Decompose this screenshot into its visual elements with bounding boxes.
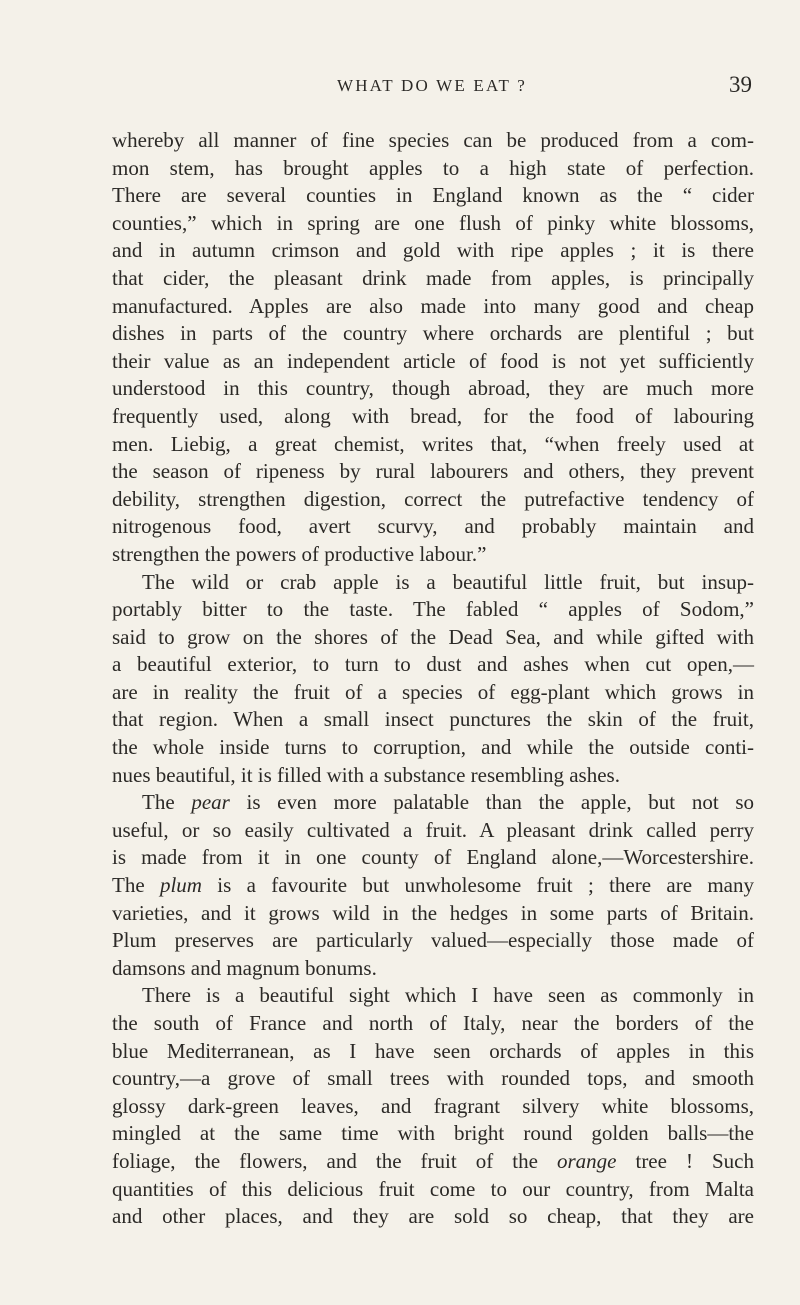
text-line [112,237,754,265]
text-line [112,872,754,900]
text-segment: mon stem, has brought apples to a high state of perfection. [112,155,754,180]
text-line [112,982,754,1010]
text-segment: strengthen the powers of productive labour.” [112,541,487,566]
text-segment: damsons and magnum bonums. [112,955,377,980]
text-segment: varieties, and it grows wild in the hedges in some parts of Britain. [112,900,754,925]
text-line [112,486,754,514]
text-segment: quantities of this delicious fruit come to our country, from Malta [112,1176,754,1201]
text-line [112,734,754,762]
text-line [112,927,754,955]
text-segment: mingled at the same time with bright round golden balls—the [112,1121,754,1146]
text-segment: men. Liebig, a great chemist, writes that, “when freely used at [112,431,754,456]
text-segment: and other places, and they are sold so cheap, that they are [112,1204,754,1229]
text-segment: is even more palatable than the apple, but not so [229,790,754,815]
text-line [112,1065,754,1093]
text-segment: that cider, the pleasant drink made from apples, is principally [112,265,754,290]
text-segment: the season of ripeness by rural labourers and others, they prevent [112,459,754,484]
text-line [112,403,754,431]
text-segment: nitrogenous food, avert scurvy, and probably maintain and [112,514,754,539]
text-segment: their value as an independent article of food is not yet sufficiently [112,348,754,373]
text-line [112,431,754,459]
text-segment: portably bitter to the taste. The fabled “ apples of Sodom,” [112,597,754,622]
text-segment: the south of France and north of Italy, near the borders of the [112,1011,754,1035]
text-segment: are in reality the fruit of a species of egg-plant which grows in [112,679,754,704]
text-line [112,679,754,707]
text-line [112,817,754,845]
text-line [112,1093,754,1121]
text-segment: is made from it in one county of England alone,—Worcestershire. [112,845,754,870]
body-text [112,127,754,1231]
text-segment: The [142,790,192,815]
text-segment: blue Mediterranean, as I have seen orchards of apples in this [112,1038,754,1063]
text-segment: said to grow on the shores of the Dead Sea, and while gifted with [112,624,754,649]
text-segment: the whole inside turns to corruption, and while the outside conti- [112,735,754,760]
text-segment: Plum preserves are particularly valued—especially those made of [112,928,754,953]
text-segment: whereby all manner of fine species can be produced from a com- [112,128,754,152]
text-line [112,210,754,238]
text-line [112,293,754,321]
text-line [112,1148,754,1176]
italic-term: plum [159,873,202,898]
text-line [112,182,754,210]
text-line [112,1203,754,1231]
text-line [112,955,754,983]
text-line [112,1120,754,1148]
text-segment: a beautiful exterior, to turn to dust and ashes when cut open,— [112,652,754,677]
text-segment: is a favourite but unwholesome fruit ; there are many [201,873,754,898]
running-title: WHAT DO WE EAT ? [336,76,528,95]
text-segment: There is a beautiful sight which I have seen as commonly in [142,983,754,1008]
text-line [112,127,754,155]
text-segment: useful, or so easily cultivated a fruit. A pleasant drink called perry [112,817,754,842]
text-line [112,541,754,569]
text-line [112,844,754,872]
text-line [112,320,754,348]
text-line [112,348,754,376]
text-segment: dishes in parts of the country where orchards are plentiful ; but [112,321,754,346]
text-segment: The wild or crab apple is a beautiful little fruit, but insup- [142,569,754,594]
text-segment: tree ! Such [616,1148,755,1173]
text-line [112,651,754,679]
running-head [112,72,752,102]
text-line [112,762,754,790]
text-segment: that region. When a small insect punctures the skin of the fruit, [112,707,754,732]
text-segment: counties,” which in spring are one flush of pinky white blossoms, [112,210,754,235]
text-line [112,513,754,541]
text-line [112,265,754,293]
text-line [112,596,754,624]
text-line [112,624,754,652]
text-line [112,789,754,817]
text-segment: glossy dark-green leaves, and fragrant silvery white blossoms, [112,1093,754,1118]
text-segment: understood in this country, though abroad, they are much more [112,376,754,401]
text-line [112,1010,754,1038]
text-segment: debility, strengthen digestion, correct the putrefactive tendency of [112,486,754,511]
text-line [112,706,754,734]
text-segment: The [112,873,160,898]
text-line [112,900,754,928]
text-line [112,375,754,403]
text-line [112,458,754,486]
text-segment: country,—a grove of small trees with rounded tops, and smooth [112,1066,754,1091]
text-segment: nues beautiful, it is filled with a substance resembling ashes. [112,762,620,787]
text-segment: manufactured. Apples are also made into many good and cheap [112,293,754,318]
text-line [112,569,754,597]
text-line [112,1038,754,1066]
italic-term: orange [556,1148,617,1173]
text-segment: frequently used, along with bread, for the food of labouring [112,403,754,428]
text-line [112,1176,754,1204]
text-segment: There are several counties in England known as the “ cider [112,183,754,208]
text-line [112,155,754,183]
italic-term: pear [191,790,230,815]
page-number: 39 [729,72,752,97]
text-segment: foliage, the flowers, and the fruit of the [112,1148,557,1173]
text-segment: and in autumn crimson and gold with ripe apples ; it is there [112,238,754,263]
